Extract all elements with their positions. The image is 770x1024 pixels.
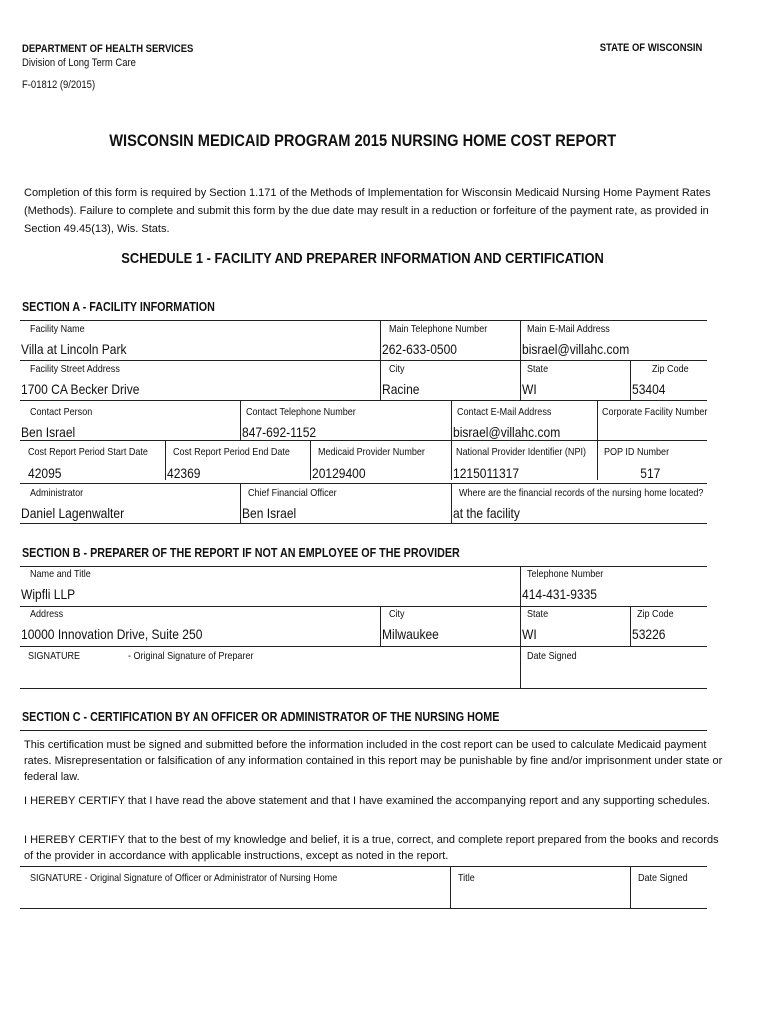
administrator-label: Administrator	[30, 487, 84, 499]
divider	[20, 606, 707, 607]
divider	[451, 400, 452, 440]
pop-id-label: POP ID Number	[604, 446, 670, 458]
divider	[165, 440, 166, 480]
divider	[240, 400, 241, 440]
contact-person-label: Contact Person	[30, 406, 93, 418]
preparer-date-signed-field[interactable]	[522, 664, 706, 688]
officer-date-signed-label: Date Signed	[638, 872, 688, 884]
divider	[597, 400, 598, 440]
medicaid-provider-field[interactable]: 20129400	[312, 465, 366, 481]
preparer-name-label: Name and Title	[30, 568, 91, 580]
certification-notice: This certification must be signed and submitted before the information included in the cost report can be used to calculate Medicaid payment rates. Misrepresentation or falsification of any information contained in this report may be punishable by fine and/or imprisonment under state or federal law.	[24, 739, 723, 783]
divider	[20, 566, 707, 567]
period-start-label: Cost Report Period Start Date	[28, 446, 148, 458]
preparer-signature-label: SIGNATURE	[28, 650, 81, 662]
contact-email-field[interactable]: bisrael@villahc.com	[453, 424, 561, 440]
preparer-name-field[interactable]: Wipfli LLP	[21, 586, 76, 602]
divider	[520, 566, 521, 606]
agency-header	[22, 42, 221, 92]
main-phone-label: Main Telephone Number	[389, 323, 488, 335]
divider	[20, 440, 707, 441]
divider	[20, 688, 707, 689]
divider	[597, 440, 598, 480]
section-b-heading: SECTION B - PREPARER OF THE REPORT IF NOT AN EMPLOYEE OF THE PROVIDER	[22, 546, 460, 560]
certification-statement-2: I HEREBY CERTIFY that to the best of my knowledge and belief, it is a true, correct, and complete report prepared from the books and records of the provider in accordance with applicable instructions, except as noted in the report.	[24, 834, 719, 862]
records-location-field[interactable]: at the facility	[453, 505, 520, 521]
divider	[520, 320, 521, 360]
divider	[310, 440, 311, 480]
divider	[20, 866, 707, 867]
officer-date-signed-field[interactable]	[632, 886, 706, 908]
section-c-heading: SECTION C - CERTIFICATION BY AN OFFICER OR ADMINISTRATOR OF THE NURSING HOME	[22, 710, 500, 724]
zip-label: Zip Code	[652, 363, 689, 375]
divider	[451, 483, 452, 523]
divider	[520, 646, 521, 688]
preparer-signature-field[interactable]	[20, 660, 518, 688]
preparer-date-signed-label: Date Signed	[527, 650, 577, 662]
zip-field[interactable]: 53404	[632, 381, 666, 397]
divider	[380, 360, 381, 400]
records-location-label: Where are the financial records of the nursing home located?	[459, 487, 704, 499]
contact-person-field[interactable]: Ben Israel	[21, 424, 76, 440]
divider	[630, 360, 631, 400]
schedule-title: SCHEDULE 1 - FACILITY AND PREPARER INFORMATION AND CERTIFICATION	[121, 250, 605, 267]
form-number: F-01812 (9/2015)	[22, 79, 96, 91]
contact-phone-field[interactable]: 847-692-1152	[242, 424, 317, 440]
administrator-field[interactable]: Daniel Lagenwalter	[21, 505, 125, 521]
page-title: WISCONSIN MEDICAID PROGRAM 2015 NURSING HOME COST REPORT	[109, 131, 617, 150]
city-field[interactable]: Racine	[382, 381, 420, 397]
medicaid-provider-label: Medicaid Provider Number	[318, 446, 425, 458]
main-email-label: Main E-Mail Address	[527, 323, 610, 335]
officer-title-label: Title	[458, 872, 475, 884]
contact-email-label: Contact E-Mail Address	[457, 406, 552, 418]
divider	[20, 908, 707, 909]
cfo-label: Chief Financial Officer	[248, 487, 337, 499]
period-end-field[interactable]: 42369	[167, 465, 201, 481]
pop-id-field[interactable]: 517	[639, 465, 660, 481]
preparer-city-label: City	[389, 608, 405, 620]
divider	[520, 360, 521, 400]
cfo-field[interactable]: Ben Israel	[242, 505, 297, 521]
state-name: STATE OF WISCONSIN	[599, 42, 702, 54]
certification-statement-1: I HEREBY CERTIFY that I have read the above statement and that I have examined the accompanying report and any supporting schedules.	[24, 795, 711, 807]
state-label: State	[527, 363, 549, 375]
division-name: Division of Long Term Care	[22, 57, 136, 69]
state-field[interactable]: WI	[522, 381, 537, 397]
divider	[20, 320, 707, 321]
preparer-zip-label: Zip Code	[637, 608, 674, 620]
department-name: DEPARTMENT OF HEALTH SERVICES	[22, 43, 194, 55]
preparer-address-field[interactable]: 10000 Innovation Drive, Suite 250	[21, 626, 203, 642]
main-phone-field[interactable]: 262-633-0500	[382, 341, 457, 357]
npi-label: National Provider Identifier (NPI)	[456, 446, 586, 458]
contact-phone-label: Contact Telephone Number	[246, 406, 356, 418]
npi-field[interactable]: 1215011317	[453, 465, 520, 481]
divider	[380, 606, 381, 646]
period-end-label: Cost Report Period End Date	[173, 446, 290, 458]
preparer-state-field[interactable]: WI	[522, 626, 537, 642]
divider	[20, 523, 707, 524]
street-field[interactable]: 1700 CA Becker Drive	[21, 381, 140, 397]
divider	[520, 606, 521, 646]
preparer-state-label: State	[527, 608, 549, 620]
divider	[450, 866, 451, 908]
officer-signature-label: SIGNATURE - Original Signature of Officer or Administrator of Nursing Home	[30, 872, 338, 884]
period-start-field[interactable]: 42095	[28, 465, 62, 481]
divider	[20, 400, 707, 401]
preparer-city-field[interactable]: Milwaukee	[382, 626, 439, 642]
divider	[451, 440, 452, 480]
preparer-signature-note: - Original Signature of Preparer	[128, 650, 254, 662]
main-email-field[interactable]: bisrael@villahc.com	[522, 341, 630, 357]
divider	[630, 606, 631, 646]
divider	[380, 320, 381, 360]
preparer-phone-field[interactable]: 414-431-9335	[522, 586, 597, 602]
preparer-zip-field[interactable]: 53226	[632, 626, 666, 642]
officer-signature-field[interactable]	[20, 886, 448, 908]
facility-name-field[interactable]: Villa at Lincoln Park	[21, 341, 127, 357]
preparer-address-label: Address	[30, 608, 64, 620]
preparer-phone-label: Telephone Number	[527, 568, 604, 580]
street-label: Facility Street Address	[30, 363, 120, 375]
city-label: City	[389, 363, 405, 375]
officer-title-field[interactable]	[452, 886, 628, 908]
divider	[240, 483, 241, 523]
intro-text: Completion of this form is required by Section 1.171 of the Methods of Implementation for Wisconsin Medicaid Nursing Home Payment Rates (Methods). Failure to complete and submit this form by the due date may result in a reduction or forfeiture of the payment rate, as provided in Section 49.45(13), Wis. Stats.	[24, 187, 711, 235]
divider	[20, 646, 707, 647]
corporate-facility-label: Corporate Facility Number	[602, 406, 708, 418]
divider	[20, 483, 707, 484]
divider	[630, 866, 631, 908]
divider	[20, 730, 707, 731]
section-a-heading: SECTION A - FACILITY INFORMATION	[22, 300, 215, 314]
facility-name-label: Facility Name	[30, 323, 85, 335]
divider	[20, 360, 707, 361]
